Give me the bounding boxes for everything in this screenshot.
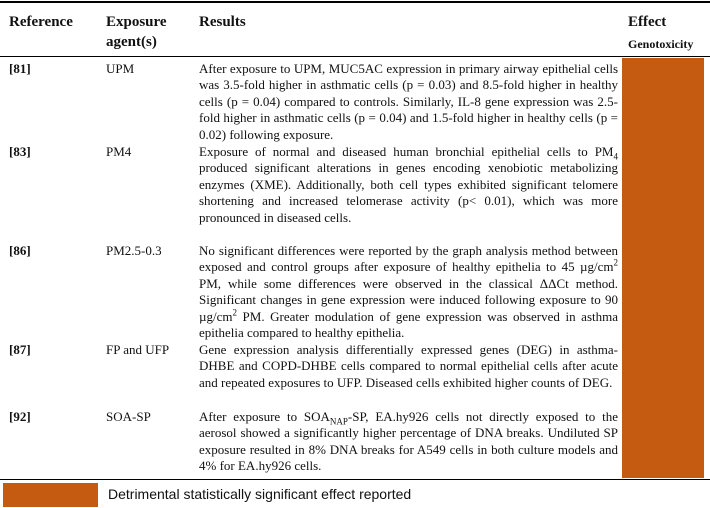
reference-cell: [87] xyxy=(9,342,31,357)
exposure-agent-cell: UPM xyxy=(106,61,135,76)
reference-cell: [86] xyxy=(9,243,31,258)
results-cell: Exposure of normal and diseased human bronchial epithelial cells to $PM_4$ produced significant alterations in genes encoding xenobiotic metabolizing enzymes (XME). Additionally, both cell types exhibited significant telomere shortening and increased telomerase activity (p< 0.01), which was more pronounced in diseased cells. xyxy=(199,144,618,225)
results-cell: After exposure to $SOA_{NAP}-SP$, EA.hy926 cells not directly exposed to the aerosol showed a significantly higher percentage of DNA breaks. Undiluted SP exposure resulted in 8% DNA breaks for A549 cells in both culture models and 4% for EA.hy926 cells. xyxy=(199,409,618,474)
reference-cell: [92] xyxy=(9,409,31,424)
reference-cell: [83] xyxy=(9,144,31,159)
reference-cell: [81] xyxy=(9,61,31,76)
results-cell: No significant differences were reported by the graph analysis method between exposed and control groups after exposure of healthy epithelia to 45 $\mu g/cm^2$ PM, while some differences were observed in the classical ΔΔCt method. Significant changes in gene expression were induced following exposure to 90 $\mu g/cm^2$ PM. Greater modulation of gene expression was observed in asthma epithelia compared to healthy epithelia. xyxy=(199,243,618,341)
header-divider-rule xyxy=(0,56,710,57)
header-genotoxicity: Genotoxicity xyxy=(628,37,694,51)
exposure-agent-cell: PM4 xyxy=(106,144,132,159)
results-cell: Gene expression analysis differentially expressed genes (DEG) in asthma-DHBE and COPD-DHBE cells compared to normal epithelial cells after acute and repeated exposures to UFP. Diseased cells exhibited higher counts of DEG. xyxy=(199,342,618,390)
exposure-agent-cell: PM2.5-0.3 xyxy=(106,243,162,258)
header-exposure-agent: Exposure agent(s) xyxy=(106,14,167,50)
legend-label: Detrimental statistically significant effect reported xyxy=(108,486,412,502)
exposure-agent-cell: FP and UFP xyxy=(106,342,170,357)
results-cell: After exposure to UPM, MUC5AC expression in primary airway epithelial cells was 3.5-fold higher in asthmatic cells (p = 0.03) and 8.5-fold higher in healthy cells (p = 0.04) compared to controls. Similarly, IL-8 gene expression was 2.5-fold higher in asthmatic cells (p = 0.04) and 1.5-fold higher in healthy cells (p = 0.02) following exposure. xyxy=(199,61,618,142)
legend-swatch xyxy=(3,483,98,507)
table-bottom-rule xyxy=(0,479,710,480)
header-results: Results xyxy=(199,14,246,30)
exposure-agent-cell: SOA-SP xyxy=(106,409,151,424)
table-top-rule xyxy=(0,1,710,3)
legend xyxy=(0,482,710,508)
header-effect: Effect xyxy=(628,14,667,30)
header-reference: Reference xyxy=(9,14,73,30)
genotoxicity-effect-column xyxy=(622,58,704,478)
